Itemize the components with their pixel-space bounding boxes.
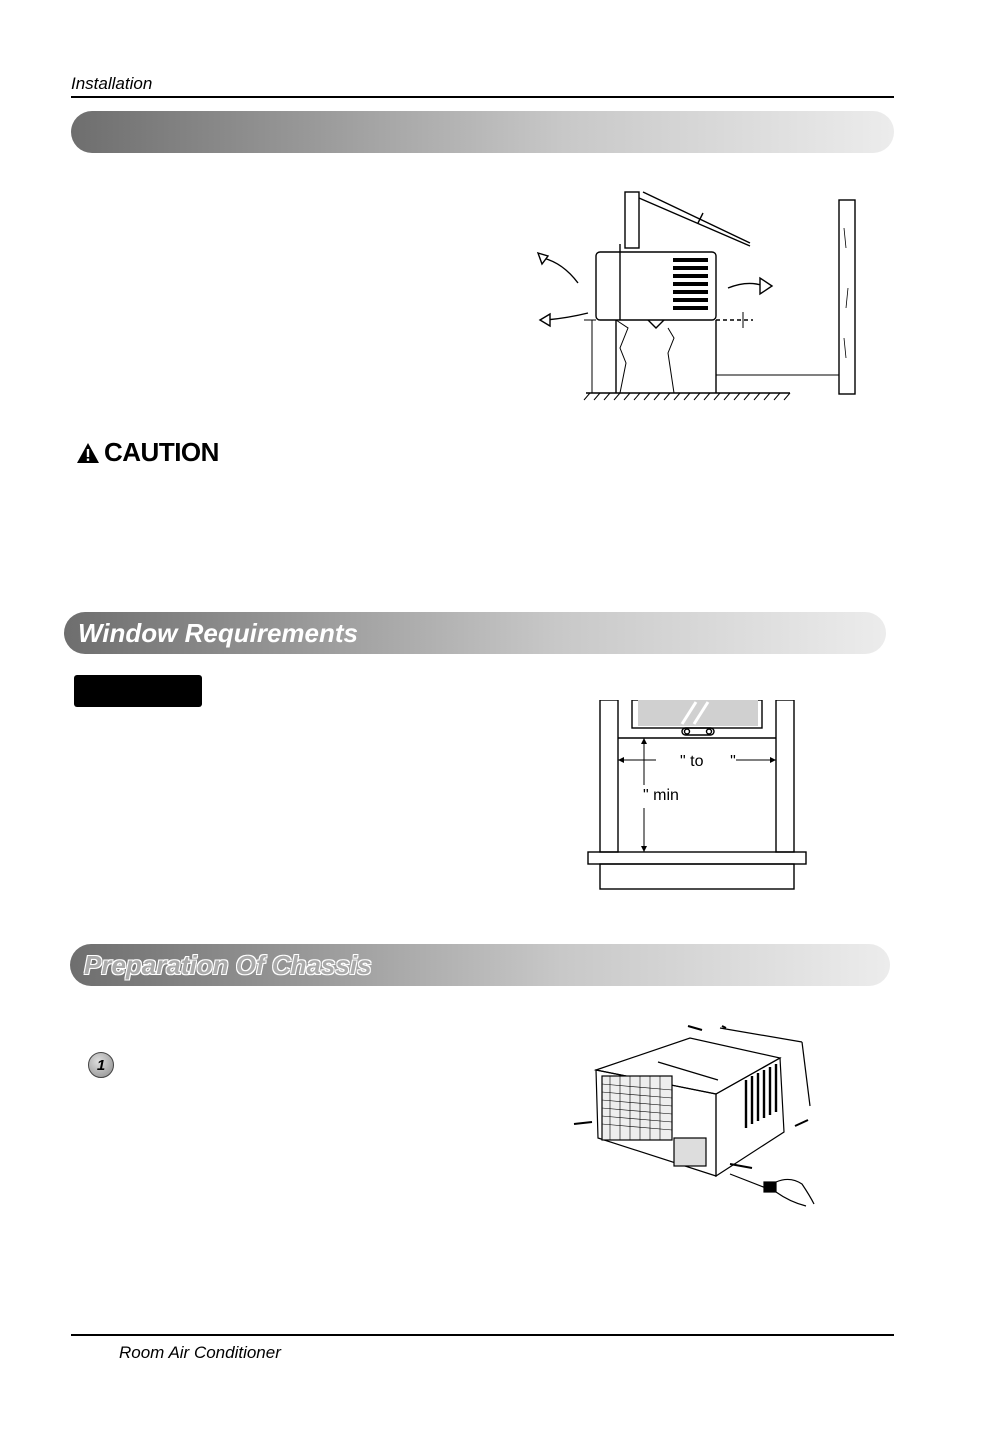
window-requirements-title: Window Requirements [78,618,359,648]
installation-clearance-diagram [528,188,868,408]
footer-label: Room Air Conditioner [119,1343,281,1362]
label-tab [74,675,202,707]
window-requirements-bar [64,612,886,654]
footer-rule [71,1334,894,1336]
caution-label: CAUTION [104,437,219,467]
window-height-label: " min [643,787,679,804]
preparation-of-chassis-title: Preparation Of Chassis [84,950,372,980]
caution-heading [76,437,219,468]
section-header-label: Installation [71,74,153,93]
preparation-of-chassis-bar [70,944,890,986]
warning-triangle-icon [76,442,100,464]
window-dimensions-diagram [586,700,810,892]
window-width-label: " to " [680,753,736,770]
header-rule [71,96,894,98]
chassis-screw-removal-diagram [570,1018,818,1210]
section-title-bar [71,111,894,153]
step-number-badge: 1 [88,1052,114,1078]
